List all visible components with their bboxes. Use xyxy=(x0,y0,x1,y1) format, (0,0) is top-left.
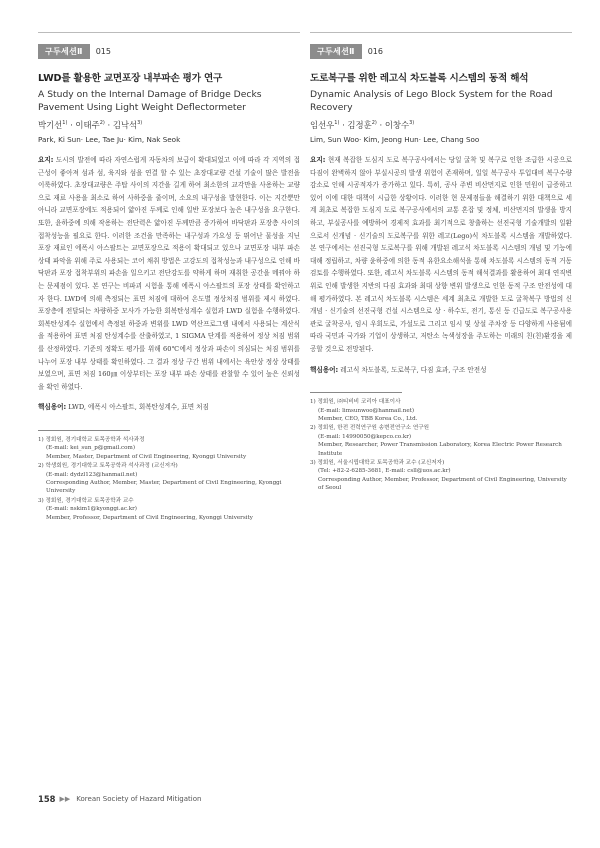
session-header xyxy=(310,44,572,59)
footnote-item xyxy=(310,398,572,423)
abstract-text: 도시의 발전에 따라 자연스럽게 자동차의 보급이 확대되었고 이에 따라 각 지역의 접근성이 좋아져 섬과 섬, 육지와 섬을 연결 할 수 있는 초장대교량 건설 기술이 많은 발전을 이룩하였다. 초장대교량은 주탑 사이의 지간을 길게 하여 최소한의 교각만을 사용하는 교량으로 재료 사용을 최소로 하여 사하중을 줄이며, 소요의 내구성을 발현한다. 이는 지간뿐만 아니라 교면포장에도 적용되어 얇아진 두께로 인해 일반 포장보다 높은 내구성을 요구한다. 또한, 윤하중에 의해 작용하는 전단력은 얇아진 두께만큼 증가하여 바닥판과 포장층 사이의 접착성능을 필요로 한다. 이러한 조건을 만족하는 내구성과 가요성 등 뛰어난 물성을 지닌 포장 재료인 에폭시 아스팔트는 교면포장으로 적용이 확대되고 있으나 교면포장 내부 파손상태 파악을 위해 주로 사용되는 코어 채취 방법은 고강도의 접착성능과 내구성으로 인해 바닥판과 포장 접착부위의 파손을 일으키고 전단강도를 약하게 하며 재취한 공간을 메꿔야 하는 문제점이 있다. 본 연구는 비파괴 시험을 통해 에폭시 아스팔트의 포장 상태를 확인하고자 한다. LWD에 의해 측정되는 표면 처짐에 대하여 온도별 정상처짐 범위를 제시 하였다. 포장층에 전달되는 차량하중 모사가 가능한 회복탄성계수 실험과 LWD 실험을 수행하였다. 회복탄성계수 실험에서 측정된 하중과 변위를 LWD 역산프로그램 내에서 사용되는 계산식을 적용하여 표면 처짐 탄성계수를 산출하였고, 1 SIGMA 단계를 적용하여 정상 처짐 범위를 산정하였다. 기준의 정확도 평가를 위해 60℃에서 정상과 파손이 의심되는 처짐 범위를 나누어 포장 내부 상태를 확인하였다. 그 결과 정상 구간 범위 내에서는 육안상 정상 상태를 보였으며, 표면 처짐 160㎛ 이상부터는 포장 내부 파손 상태를 관찰할 수 있어 높은 신뢰성을 확인 하였다. xyxy=(38,156,300,391)
footnote-affiliation: 2) 정회원, 한전 전력연구원 송변전연구소 연구원 xyxy=(310,425,430,432)
footnotes xyxy=(38,436,300,522)
abstract xyxy=(310,154,572,356)
author-name: 이창수 xyxy=(384,120,410,130)
footnote-email: (E-mail: 14990050@kepco.co.kr) xyxy=(318,433,412,440)
footnote-item xyxy=(38,462,300,496)
author-name: 김낙석 xyxy=(112,120,138,130)
authors-english: Park, Ki Sun· Lee, Tae Ju· Kim, Nak Seok xyxy=(38,135,181,144)
footnote-affiliation: 1) 정회원, 경기대학교 토목공학과 석사과정 xyxy=(38,436,145,443)
footnote-email: (Tel: +82-2-6285-3681, E-mail: csll@uos.ac.kr) xyxy=(318,468,451,475)
footnote-english: Corresponding Author, Member, Professor, Department of Civil Engineering, University of Seoul xyxy=(318,476,567,492)
top-rule xyxy=(310,32,572,33)
author-mark: 2) xyxy=(99,120,105,127)
footnotes xyxy=(310,398,572,492)
session-header xyxy=(38,44,300,59)
footnote-item xyxy=(38,497,300,522)
abstract xyxy=(38,154,300,393)
keywords-text: 레고식 차도블록, 도로복구, 다짐 효과, 구조 안전성 xyxy=(340,365,487,374)
footnote-english: Member, Researcher, Power Transmission Laboratory, Korea Electric Power Research Institute xyxy=(318,442,562,457)
keywords xyxy=(38,401,300,414)
footnote-item xyxy=(310,424,572,458)
title-english: A Study on the Internal Damage of Bridge Decks Pavement Using Light Weight Deflectormeter xyxy=(38,89,262,113)
session-tag: 구두세션Ⅱ xyxy=(310,44,362,59)
page-footer xyxy=(38,794,201,804)
title-korean: LWD를 활용한 교면포장 내부파손 평가 연구 xyxy=(38,73,223,84)
keywords-label: 핵심용어: xyxy=(310,365,339,374)
footnote-affiliation: 3) 정회원, 경기대학교 토목공학과 교수 xyxy=(38,497,134,504)
keywords-label: 핵심용어: xyxy=(38,403,67,412)
footnote-english: Corresponding Author, Member, Master, Department of Civil Engineering, Kyonggi University xyxy=(46,479,282,495)
session-number: 015 xyxy=(95,47,111,56)
title-english: Dynamic Analysis of Lego Block System for the Road Recovery xyxy=(310,89,553,113)
footnote-rule xyxy=(310,392,402,393)
footnote-email: (E-mail: dydzl123@hanmail.net) xyxy=(46,471,138,478)
footnote-english: Member, Professor, Department of Civil Engineering, Kyonggi University xyxy=(46,514,253,521)
author-mark: 1) xyxy=(62,120,68,127)
session-number: 016 xyxy=(367,47,383,56)
left-article xyxy=(38,32,300,523)
footnote-english: Member, Master, Department of Civil Engineering, Kyonggi University xyxy=(46,453,247,460)
abstract-text: 현재 복잡한 도심지 도로 복구공사에서는 당일 굴착 및 복구로 인한 조급한 시공으로 다짐이 완벽하지 않아 부실시공의 발생 위험이 존재하며, 일일 복구공사 투입대비 복구수량 감소로 인해 시공적자가 증가하고 있다. 특히, 공사 주변 비산먼지로 인한 민원이 급증하고 있어 이에 대한 대책이 시급한 상황이다. 이러한 현 문제점들을 해결하기 위한 대책으로 세계 최초로 복잡한 도심지 도로 복구공사에서의 교통 혼잡 및 정체, 비산먼지의 발생을 방지하고, 부실공사를 예방하여 경제적 효과를 최기적으로 창출하는 선진국형 기술개발의 일환으로서 신개념 · 신기술의 도로복구를 위한 레고(Lego)식 차도블록 시스템을 개발하였다. 본 연구에서는 선진국형 도로복구를 위해 개발된 레고식 차도블록 시스템의 개념 및 기능에 대해 정립하고, 차량 윤하중에 의한 동적 유한요소해석을 통해 차도블록 시스템의 동적 거동 검토를 수행하였다. 또한, 레고식 차도블록 시스템의 동적 해석결과를 활용하여 최대 연직변위로 인해 발생한 지반의 다짐 효과와 최대 상향 변위 발생으로 인한 동적 구조 안전성에 대해 평가하였다. 본 레고식 차도블록 시스템은 세계 최초로 개발한 도로 굴착복구 방법의 신개념 · 신기술의 선진국형 건설 시스템으로 상 · 하수도, 전기, 통신 등 긴급도로 복구공사용 관로 굴착공사, 임시 우회도로, 가설도로 그리고 임시 및 상설 주차장 등 다양하게 사용됨에 따라 국민과 국가와 기업이 상생하고, 저탄소 녹색성장을 주도하는 미래의 친(친)환경을 제공할 것으로 전망된다. xyxy=(310,156,572,353)
author-name: 임선우 xyxy=(310,120,335,130)
page-number: 158 xyxy=(38,794,56,804)
footnote-rule xyxy=(38,430,130,431)
author-name: 박기선 xyxy=(38,120,63,130)
authors-english: Lim, Sun Woo· Kim, Jeong Hun· Lee, Chang Soo xyxy=(310,135,480,144)
footnote-email: (E-mail: limsunwoo@hanmail.net) xyxy=(318,407,415,414)
footnote-affiliation: 1) 정회원, ㈜티비비 코리아 대표이사 xyxy=(310,399,401,406)
double-arrow-icon: ▶▶ xyxy=(59,795,71,803)
author-mark: 3) xyxy=(409,120,415,127)
author-name: 이태주 xyxy=(75,120,100,130)
title-korean: 도로복구를 위한 레고식 차도블록 시스템의 동적 해석 xyxy=(310,73,529,84)
top-rule xyxy=(38,32,300,33)
abstract-label: 요지: xyxy=(38,156,54,164)
author-mark: 1) xyxy=(334,120,340,127)
author-name: 김정훈 xyxy=(347,120,372,130)
footnote-affiliation: 3) 정회원, 서울시립대학교 토목공학과 교수 (교신저자) xyxy=(310,459,445,466)
footnote-email: (E-mail: kei_sun_p@gmail.com) xyxy=(46,445,136,452)
footnote-item xyxy=(38,436,300,461)
footnote-item xyxy=(310,459,572,493)
authors-korean: 박기선$^{1)}$ · 이태주$^{2)}$ · 김낙석$^{3)}$ xyxy=(38,120,143,130)
abstract-label: 요지: xyxy=(310,156,326,164)
session-tag: 구두세션Ⅱ xyxy=(38,44,90,59)
right-article xyxy=(310,32,572,494)
author-mark: 3) xyxy=(137,120,143,127)
keywords xyxy=(310,364,572,377)
author-mark: 2) xyxy=(371,120,377,127)
footnote-email: (E-mail: nskim1@kyonggi.ac.kr) xyxy=(46,506,137,513)
footnote-english: Member, CEO, TBB Korea Co., Ltd. xyxy=(318,415,418,422)
footnote-affiliation: 2) 학생회원, 경기대학교 토목공학과 석사과정 (교신저자) xyxy=(38,463,178,470)
society-name: Korean Society of Hazard Mitigation xyxy=(76,795,202,803)
keywords-text: LWD, 에폭시 아스팔트, 회복탄성계수, 표면 처짐 xyxy=(68,403,209,412)
authors-korean: 임선우$^{1)}$ · 김정훈$^{2)}$ · 이창수$^{3)}$ xyxy=(310,120,415,130)
